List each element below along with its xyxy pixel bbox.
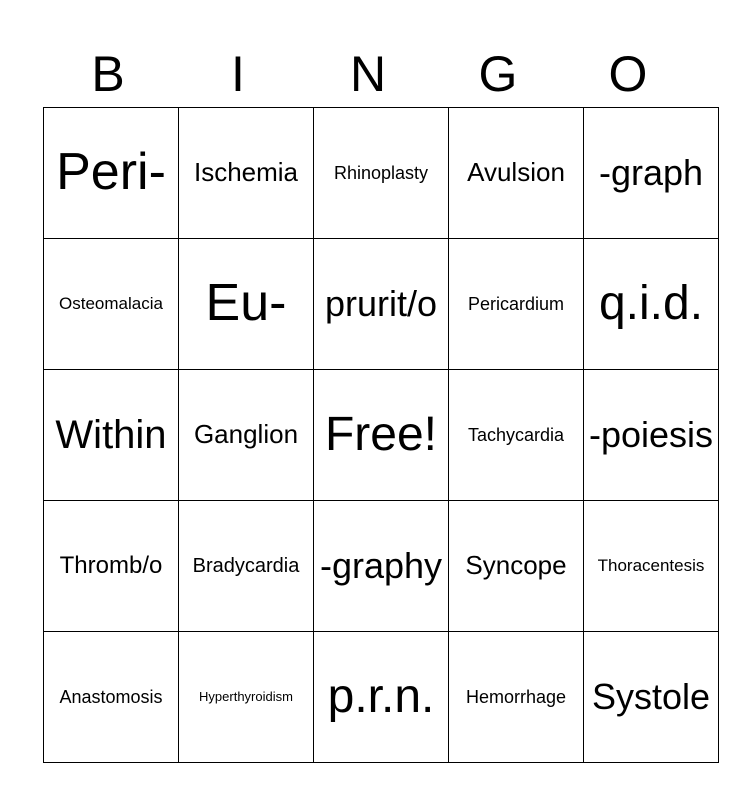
header-letter-i: I (231, 46, 245, 102)
bingo-cell[interactable]: Rhinoplasty (314, 108, 449, 239)
free-space[interactable]: Free! (314, 370, 449, 501)
header-letter-b: B (91, 46, 125, 102)
bingo-cell[interactable]: Peri- (44, 108, 179, 239)
bingo-cell[interactable]: Anastomosis (44, 632, 179, 763)
bingo-header (43, 40, 693, 108)
bingo-cell[interactable]: prurit/o (314, 239, 449, 370)
bingo-cell[interactable]: q.i.d. (584, 239, 719, 370)
header-letter-o: O (608, 46, 648, 102)
bingo-cell[interactable]: Within (44, 370, 179, 501)
bingo-cell[interactable]: -poiesis (584, 370, 719, 501)
header-letter-n: N (349, 46, 387, 102)
bingo-cell[interactable]: Ganglion (179, 370, 314, 501)
bingo-board (43, 107, 719, 763)
bingo-cell[interactable]: Syncope (449, 501, 584, 632)
bingo-cell[interactable]: p.r.n. (314, 632, 449, 763)
board-row (44, 108, 719, 239)
bingo-cell[interactable]: Hyperthyroidism (179, 632, 314, 763)
board-row (44, 239, 719, 370)
bingo-cell[interactable]: Thromb/o (44, 501, 179, 632)
board-row (44, 370, 719, 501)
bingo-cell[interactable]: -graph (584, 108, 719, 239)
board-row (44, 632, 719, 763)
bingo-cell[interactable]: Bradycardia (179, 501, 314, 632)
bingo-cell[interactable]: Tachycardia (449, 370, 584, 501)
bingo-cell[interactable]: Hemorrhage (449, 632, 584, 763)
bingo-cell[interactable]: -graphy (314, 501, 449, 632)
bingo-cell[interactable]: Systole (584, 632, 719, 763)
bingo-cell[interactable]: Thoracentesis (584, 501, 719, 632)
board-row (44, 501, 719, 632)
bingo-cell[interactable]: Osteomalacia (44, 239, 179, 370)
bingo-cell[interactable]: Avulsion (449, 108, 584, 239)
bingo-cell[interactable]: Pericardium (449, 239, 584, 370)
bingo-cell[interactable]: Eu- (179, 239, 314, 370)
header-letter-g: G (478, 46, 518, 102)
bingo-cell[interactable]: Ischemia (179, 108, 314, 239)
